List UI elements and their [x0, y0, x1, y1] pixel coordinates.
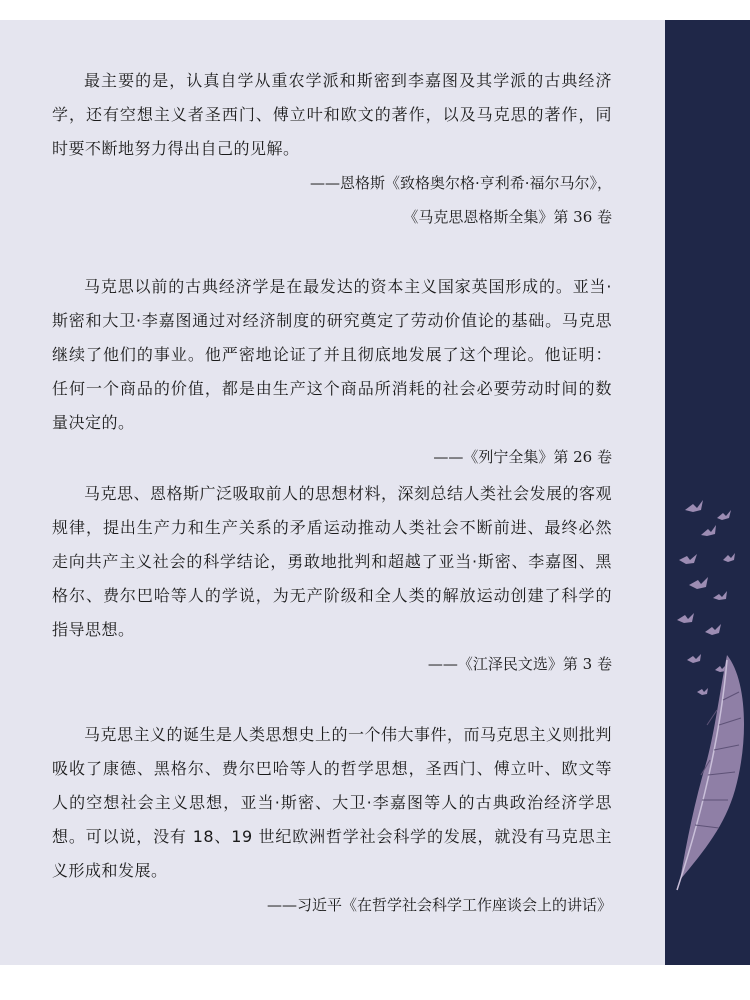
- quote-block-xi-jinping: [52, 718, 612, 922]
- quote-text: 马克思、恩格斯广泛吸取前人的思想材料，深刻总结人类社会发展的客观规律，提出生产力和生产关系的矛盾运动推动人类社会不断前进、最终必然走向共产主义社会的科学结论，勇敢地批判和超越了亚当·斯密、李嘉图、黑格尔、费尔巴哈等人的学说，为无产阶级和全人类的解放运动创建了科学的指导思想。: [52, 484, 613, 639]
- quote-attribution: ——《江泽民文选》第 3 卷: [427, 655, 612, 673]
- quote-attribution: ——恩格斯《致格奥尔格·亨利希·福尔马尔》，: [309, 174, 612, 192]
- feather-and-birds-icon: [665, 20, 750, 965]
- quote-attribution: ——《列宁全集》第 26 卷: [433, 448, 612, 466]
- quote-block-jiang-zemin: [52, 477, 612, 681]
- quote-text: 最主要的是，认真自学从重农学派和斯密到李嘉图及其学派的古典经济学，还有空想主义者圣西门、傅立叶和欧文的著作，以及马克思的著作，同时要不断地努力得出自己的见解。: [52, 71, 612, 158]
- quote-text: 马克思主义的诞生是人类思想史上的一个伟大事件，而马克思主义则批判吸收了康德、黑格尔、费尔巴哈等人的哲学思想，圣西门、傅立叶、欧文等人的空想社会主义思想，亚当·斯密、大卫·李嘉图等人的古典政治经济学思想。可以说，没有 18、19 世纪欧洲哲学社会科学的发展，就没有马克思主义形成和发展。: [52, 725, 613, 880]
- quote-block-lenin: [52, 270, 612, 474]
- quote-text: 马克思以前的古典经济学是在最发达的资本主义国家英国形成的。亚当·斯密和大卫·李嘉图通过对经济制度的研究奠定了劳动价值论的基础。马克思继续了他们的事业。他严密地论证了并且彻底地发展了这个理论。他证明：任何一个商品的价值，都是由生产这个商品所消耗的社会必要劳动时间的数量决定的。: [52, 277, 612, 432]
- quote-block-engels: [52, 64, 612, 234]
- side-decoration-band: [665, 20, 750, 965]
- quote-attribution: ——习近平《在哲学社会科学工作座谈会上的讲话》: [266, 896, 612, 914]
- quote-attribution-source: 《马克思恩格斯全集》第 36 卷: [403, 208, 612, 226]
